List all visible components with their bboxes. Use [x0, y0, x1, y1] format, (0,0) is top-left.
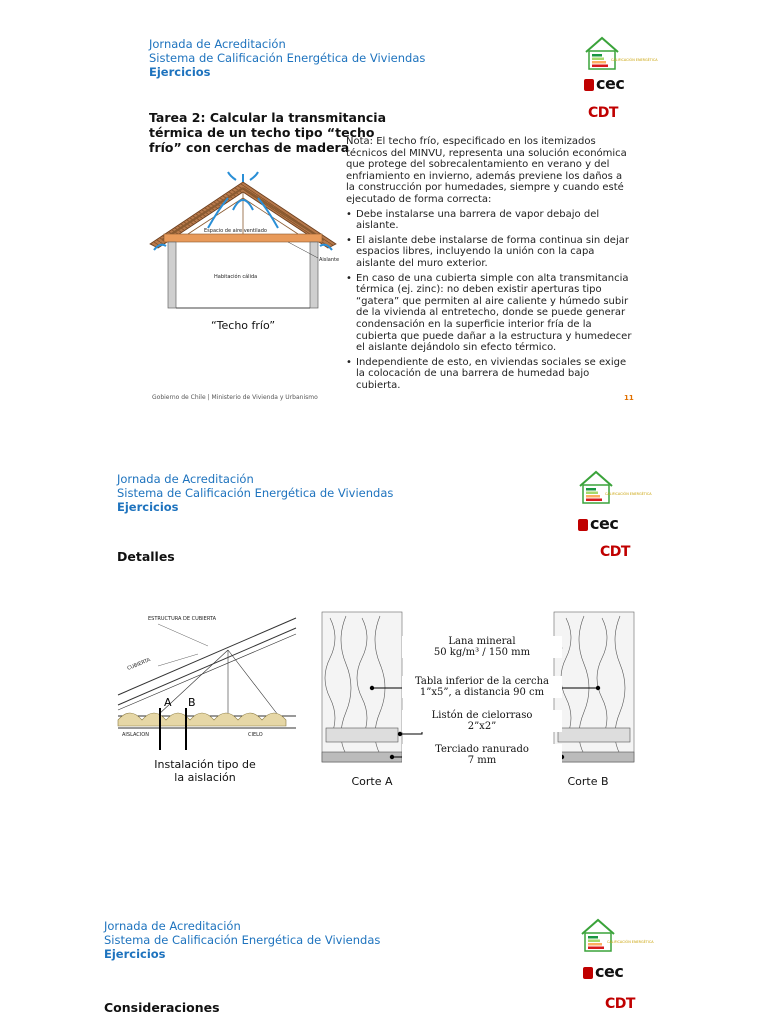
label-truss-board: [402, 676, 562, 698]
label-line: 2”x2”: [467, 721, 497, 732]
label-mineral-wool: [402, 636, 562, 658]
slide-3-title: Consideraciones: [104, 1000, 220, 1015]
label-insulation: Aislante: [319, 257, 340, 263]
label-line: Listón de cielorraso: [431, 710, 533, 721]
note-bullet: • Debe instalarse una barrera de vapor debajo del aislante.: [346, 209, 632, 232]
energy-rating-house-logo: [582, 34, 658, 72]
cold-roof-diagram: [148, 170, 348, 320]
label-insulation: AISLACION: [122, 732, 149, 738]
label-line: Terciado ranurado: [435, 744, 529, 755]
cdt-logo: CDT: [605, 996, 635, 1012]
header-line-3: Ejercicios: [104, 947, 166, 961]
cdt-logo: CDT: [600, 544, 630, 560]
label-line: Tabla inferior de la cercha: [415, 676, 549, 687]
slide-header: [149, 37, 425, 79]
label-roof: CUBIERTA: [126, 657, 152, 672]
label-line: 50 kg/m³ / 150 mm: [433, 647, 531, 658]
cec-logo-text: cec: [596, 74, 625, 93]
cec-mark-icon: [583, 967, 593, 979]
header-line-3: Ejercicios: [117, 500, 179, 514]
slide-2: [0, 460, 768, 820]
header-line-2: Sistema de Calificación Energética de Viviendas: [149, 51, 426, 65]
cec-logo: [583, 962, 623, 981]
cdt-logo: CDT: [588, 105, 618, 121]
slide-2-title: Detalles: [117, 549, 175, 564]
installation-caption-line-2: la aislación: [174, 771, 236, 784]
header-line-2: Sistema de Calificación Energética de Viviendas: [117, 486, 394, 500]
label-a: A: [164, 696, 172, 709]
cold-roof-caption: “Techo frío”: [210, 319, 276, 332]
header-line-1: Jornada de Acreditación: [104, 919, 241, 933]
slide-header: [117, 472, 393, 514]
house-logo-text: CALIFICACIÓN ENERGÉTICA: [605, 492, 652, 496]
note-intro: Nota: El techo frío, especificado en los itemizados técnicos del MINVU, representa una solución económica que protege del sobrecalentamiento en verano y del enfriamiento en invierno, además previene los daños a la construcción por humedades, siempre y cuando esté ejecutado de forma correcta:: [346, 136, 627, 205]
note-bullet: • Independiente de esto, en viviendas sociales se exige la colocación de una barrera de humedad bajo cubierta.: [346, 357, 632, 392]
label-line: Lana mineral: [448, 636, 516, 647]
slide-1-footer: Gobierno de Chile | Ministerio de Vivienda y Urbanismo: [152, 394, 318, 401]
energy-rating-house-logo: [578, 916, 654, 954]
cec-logo: [578, 514, 618, 533]
note-bullet: • El aislante debe instalarse de forma continua sin dejar espacios libres, incluyendo la unión con la capa aislante del muro exterior.: [346, 235, 632, 270]
cec-mark-icon: [584, 79, 594, 91]
note-bullet: • En caso de una cubierta simple con alta transmitancia térmica (ej. zinc): no deben existir aperturas tipo “gatera” que permiten al aire caliente y húmedo subir de la vivienda al entretecho, donde se puede generar condensación en la superficie interior fría de la cubierta que puede dañar a la estructura y humedecer el aislante dejándolo sin efecto térmico.: [346, 273, 632, 354]
cec-mark-icon: [578, 519, 588, 531]
insulation-installation-diagram: [118, 610, 298, 760]
header-line-3: Ejercicios: [149, 65, 211, 79]
installation-caption: [135, 758, 275, 784]
header-line-1: Jornada de Acreditación: [149, 37, 286, 51]
label-plywood: [402, 744, 562, 766]
label-structure: ESTRUCTURA DE CUBIERTA: [148, 616, 217, 622]
header-line-2: Sistema de Calificación Energética de Viviendas: [104, 933, 381, 947]
house-logo-text: CALIFICACIÓN ENERGÉTICA: [611, 58, 658, 62]
installation-caption-line-1: Instalación tipo de: [154, 758, 256, 771]
slide-header: [104, 919, 380, 961]
label-ceiling-batten: [402, 710, 562, 732]
note-bullets: [346, 209, 632, 392]
caption-corte-a: Corte A: [351, 775, 393, 788]
cec-logo-text: cec: [590, 514, 619, 533]
header-line-1: Jornada de Acreditación: [117, 472, 254, 486]
cec-logo-text: cec: [595, 962, 624, 981]
house-logo-text: CALIFICACIÓN ENERGÉTICA: [607, 940, 654, 944]
slide-1: [0, 0, 768, 420]
slide-3: [0, 900, 768, 1024]
page-number: 11: [624, 394, 634, 402]
label-b: B: [188, 696, 196, 709]
label-air-space: Espacio de aire ventilado: [204, 228, 267, 234]
label-warm-room: Habitación cálida: [214, 274, 258, 280]
caption-corte-b: Corte B: [567, 775, 609, 788]
slide-1-title: Tarea 2: Calcular la transmitancia térmica de un techo tipo “techo frío” con cerchas de madera: [149, 110, 386, 155]
energy-rating-house-logo: [576, 468, 652, 506]
label-line: 1”x5”, a distancia 90 cm: [419, 687, 545, 698]
cec-logo: [584, 74, 624, 93]
slide-1-note: [346, 136, 632, 394]
label-ceiling: CIELO: [248, 732, 263, 738]
label-line: 7 mm: [467, 755, 497, 766]
